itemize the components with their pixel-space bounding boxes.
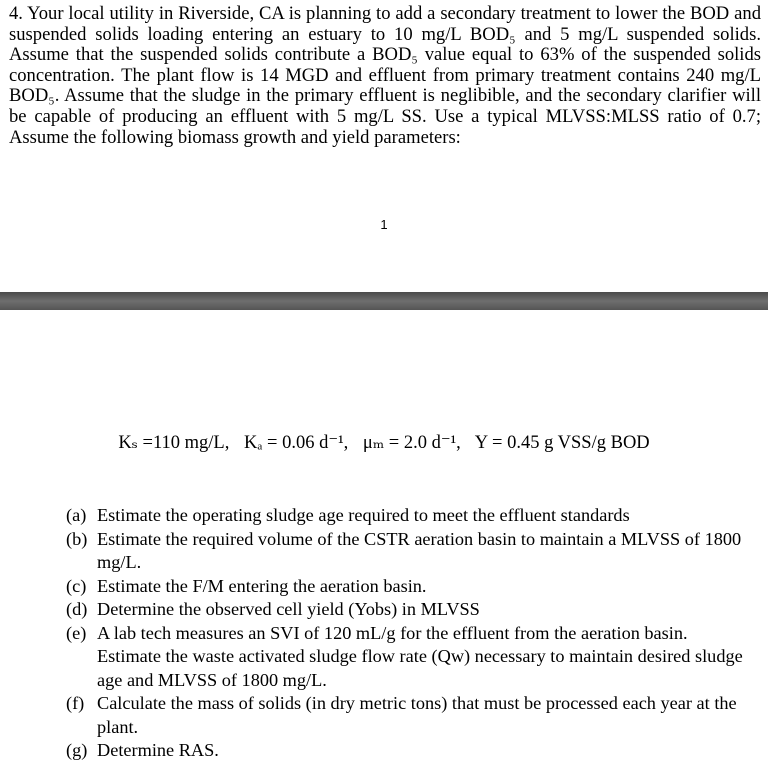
question-part-d [66, 598, 746, 622]
part-label: (c) [66, 575, 87, 596]
page-top [0, 0, 768, 290]
param-y: Y = 0.45 g VSS/g BOD [474, 433, 650, 453]
part-text: A lab tech measures an SVI of 120 mL/g for the effluent from the aeration basin. Estimate the waste activated sludge flow rate (Qw) necessary to maintain desired sludge age and MLVSS of 1800 mg/L. [97, 622, 743, 690]
part-label: (d) [66, 599, 88, 619]
parameter-equation [0, 432, 768, 454]
part-label: (f) [66, 693, 85, 713]
part-label: (b) [66, 528, 88, 549]
part-text: Calculate the mass of solids (in dry metric tons) that must be processed each year at the plant. [97, 693, 737, 737]
page-number: 1 [380, 217, 388, 232]
question-parts-list [66, 504, 746, 763]
part-text: Estimate the required volume of the CSTR aeration basin to maintain a MLVSS of 1800 mg/L. [97, 528, 742, 572]
part-label: (g) [66, 740, 88, 760]
part-text: Determine the observed cell yield (Yobs) in MLVSS [97, 599, 480, 619]
question-part-g [66, 739, 746, 763]
question-part-b [66, 528, 746, 575]
question-part-c [66, 575, 746, 599]
param-mu: μₘ = 2.0 d⁻¹, [362, 433, 461, 453]
param-ks: Kₛ =110 mg/L, [118, 433, 230, 453]
part-label: (a) [66, 505, 87, 525]
question-part-e [66, 622, 746, 693]
question-part-f [66, 692, 746, 739]
problem-statement: 4. Your local utility in Riverside, CA is planning to add a secondary treatment to lower the BOD and suspended solids loading entering an estuary to 10 mg/L BOD₅ and 5 mg/L suspended solids. Assume that the suspended solids contribute a BOD₅ value equal to 63% of the suspended solids concentration. The plant flow is 14 MGD and effluent from primary treatment contains 240 mg/L BOD₅. Assume that the sludge in the primary effluent is neglibible, and the secondary clarifier will be capable of producing an effluent with 5 mg/L SS. Use a typical MLVSS:MLSS ratio of 0.7; Assume the following biomass growth and yield parameters: [9, 3, 761, 148]
part-text: Estimate the operating sludge age required to meet the effluent standards [97, 505, 630, 525]
param-kd: Kₐ = 0.06 d⁻¹, [243, 433, 349, 453]
part-text: Determine RAS. [97, 740, 219, 760]
question-part-a [66, 504, 746, 528]
page-break-divider [0, 292, 768, 310]
part-text: Estimate the F/M entering the aeration basin. [97, 575, 427, 596]
part-label: (e) [66, 622, 87, 643]
